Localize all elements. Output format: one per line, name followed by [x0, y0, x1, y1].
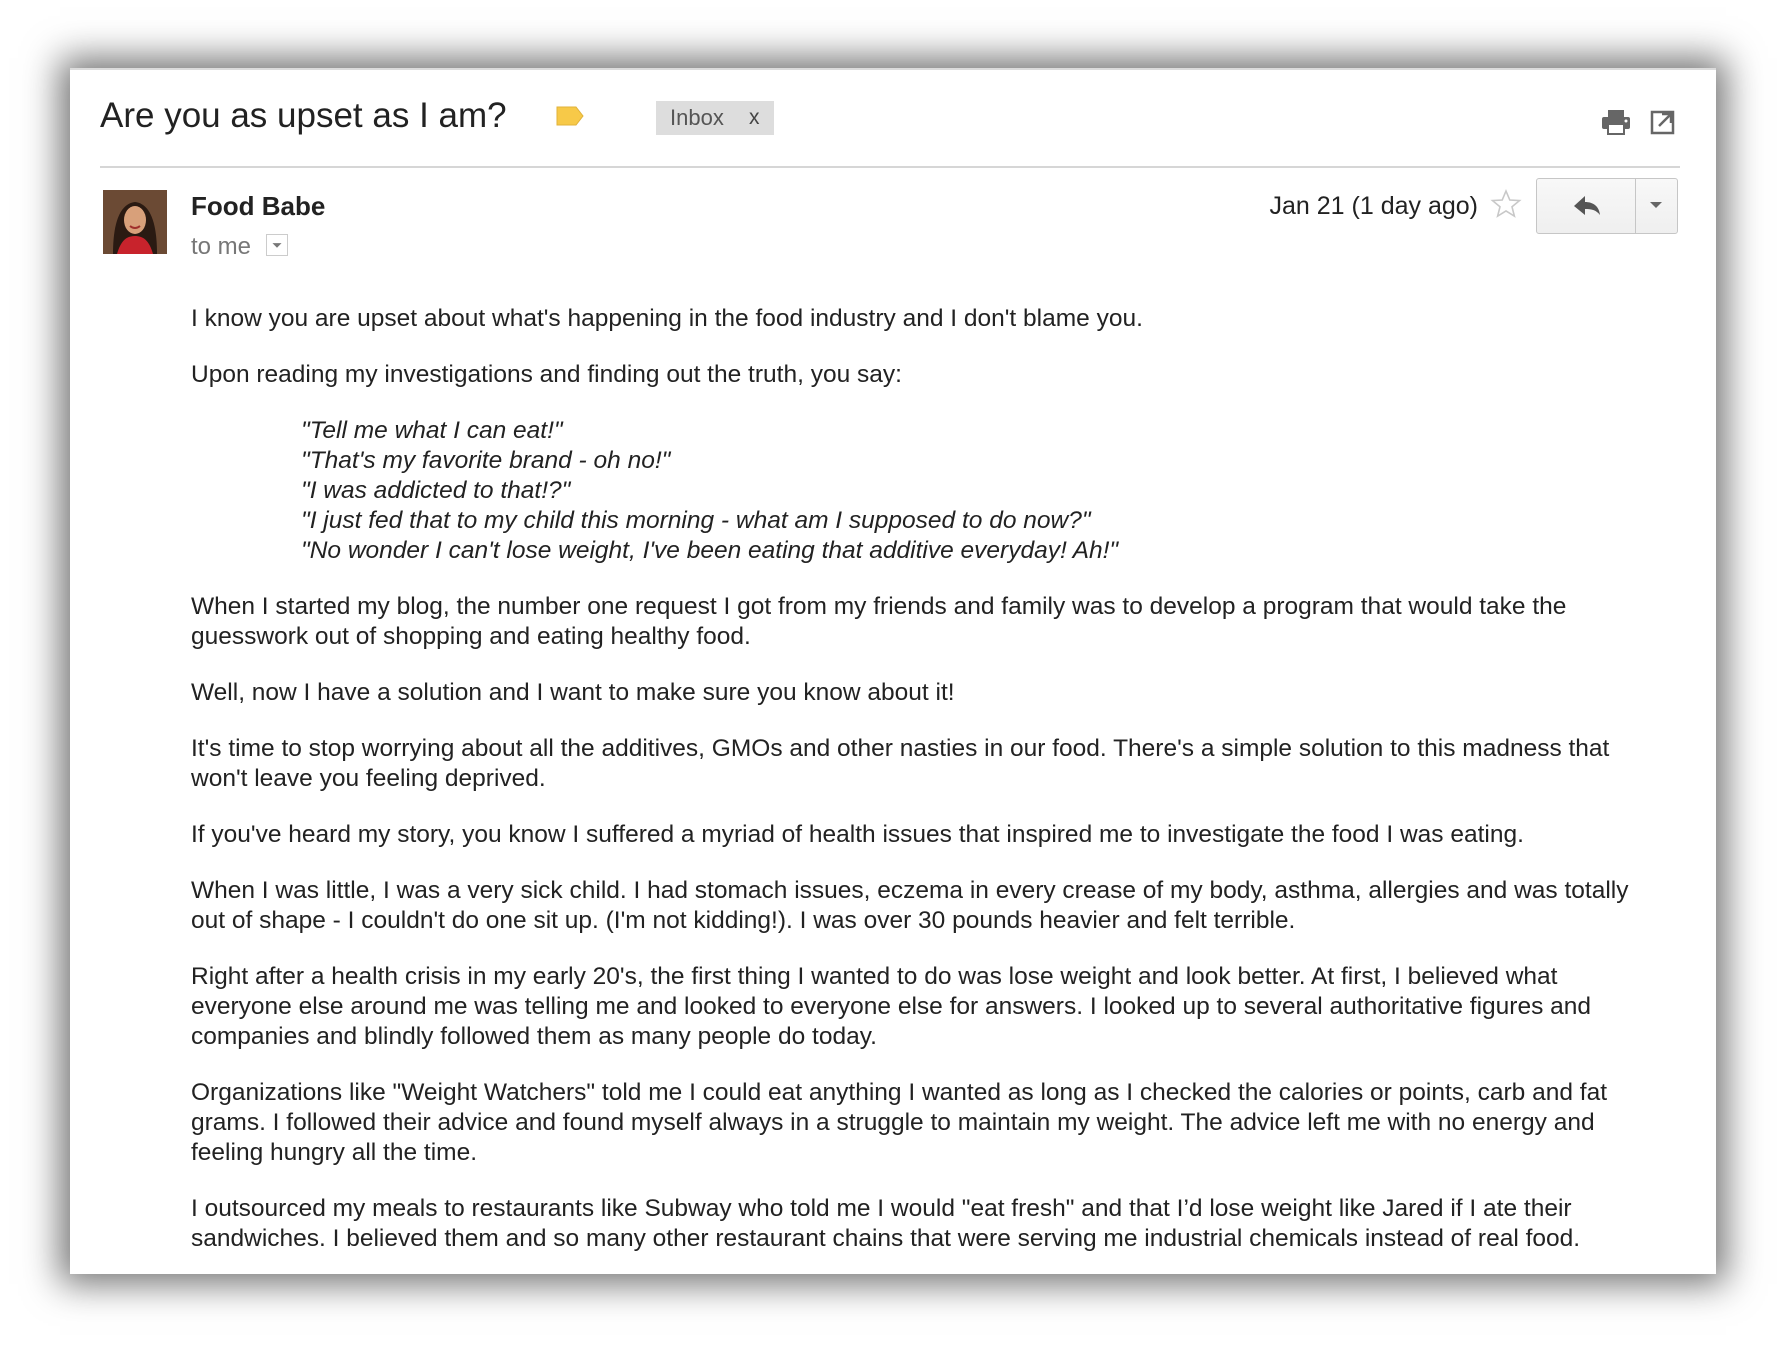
remove-label-button[interactable]: x: [749, 106, 760, 129]
label-chip-inbox[interactable]: [656, 101, 774, 135]
quote-line: "No wonder I can't lose weight, I've been eating that additive everyday! Ah!": [301, 537, 1119, 564]
label-tag-icon[interactable]: [555, 104, 585, 128]
body-paragraph: If you've heard my story, you know I suffered a myriad of health issues that inspired me to investigate the food I was eating.: [191, 821, 1524, 848]
email-date: Jan 21 (1 day ago): [1269, 192, 1478, 220]
star-icon[interactable]: [1490, 188, 1522, 220]
label-chip-text: Inbox: [670, 105, 724, 130]
reply-icon: [1537, 179, 1635, 233]
body-paragraph: Right after a health crisis in my early 20's, the first thing I wanted to do was lose weight and look better. At first, I believed what everyone else around me was telling me and looked to everyone else for answers. I looked up to several authoritative figures and companies and blindly followed them as many people do today.: [191, 963, 1592, 1050]
more-actions-button[interactable]: [1635, 179, 1677, 233]
subject-bar: [100, 70, 1680, 168]
avatar[interactable]: [103, 190, 167, 254]
sender-photo: [103, 190, 167, 254]
quote-line: "I was addicted to that!?": [301, 477, 571, 504]
quote-line: "That's my favorite brand - oh no!": [301, 447, 671, 474]
body-paragraph: Well, now I have a solution and I want to make sure you know about it!: [191, 679, 955, 706]
quote-line: "I just fed that to my child this morning - what am I supposed to do now?": [301, 507, 1091, 534]
body-paragraph: Organizations like "Weight Watchers" told me I could eat anything I wanted as long as I checked the calories or points, carb and fat grams. I followed their advice and found myself always in a struggle to maintain my weight. The advice left me with no energy and feeling hungry all the time.: [191, 1079, 1608, 1166]
reply-button[interactable]: [1537, 179, 1636, 233]
chevron-down-icon[interactable]: [266, 234, 288, 256]
sender-name[interactable]: Food Babe: [191, 191, 326, 221]
quote-block: [301, 416, 1651, 566]
body-paragraph: I know you are upset about what's happening in the food industry and I don't blame you.: [191, 305, 1143, 332]
body-paragraph: I outsourced my meals to restaurants like Subway who told me I would "eat fresh" and that I’d lose weight like Jared if I ate their sandwiches. I believed them and so many other restaurant chains that were serving me industrial chemicals instead of real food.: [191, 1195, 1581, 1252]
quote-line: "Tell me what I can eat!": [301, 417, 563, 444]
dropdown-arrow-icon: [1635, 179, 1677, 233]
email-subject: Are you as upset as I am?: [100, 96, 507, 135]
reply-button-group: [1536, 178, 1678, 234]
email-body: [191, 304, 1651, 1274]
email-window: [70, 68, 1716, 1274]
body-paragraph: It's time to stop worrying about all the additives, GMOs and other nasties in our food. There's a simple solution to this madness that won't leave you feeling deprived.: [191, 735, 1610, 792]
open-in-new-window-icon[interactable]: [1650, 108, 1676, 136]
body-paragraph: When I was little, I was a very sick child. I had stomach issues, eczema in every crease of my body, asthma, allergies and was totally out of shape - I couldn't do one sit up. (I'm not kidding!). I was over 30 pounds heavier and felt terrible.: [191, 877, 1629, 934]
print-icon[interactable]: [1600, 108, 1632, 136]
recipient-line: to me: [191, 233, 252, 260]
body-paragraph: Upon reading my investigations and finding out the truth, you say:: [191, 361, 902, 388]
body-paragraph: When I started my blog, the number one request I got from my friends and family was to develop a program that would take the guesswork out of shopping and eating healthy food.: [191, 593, 1567, 650]
